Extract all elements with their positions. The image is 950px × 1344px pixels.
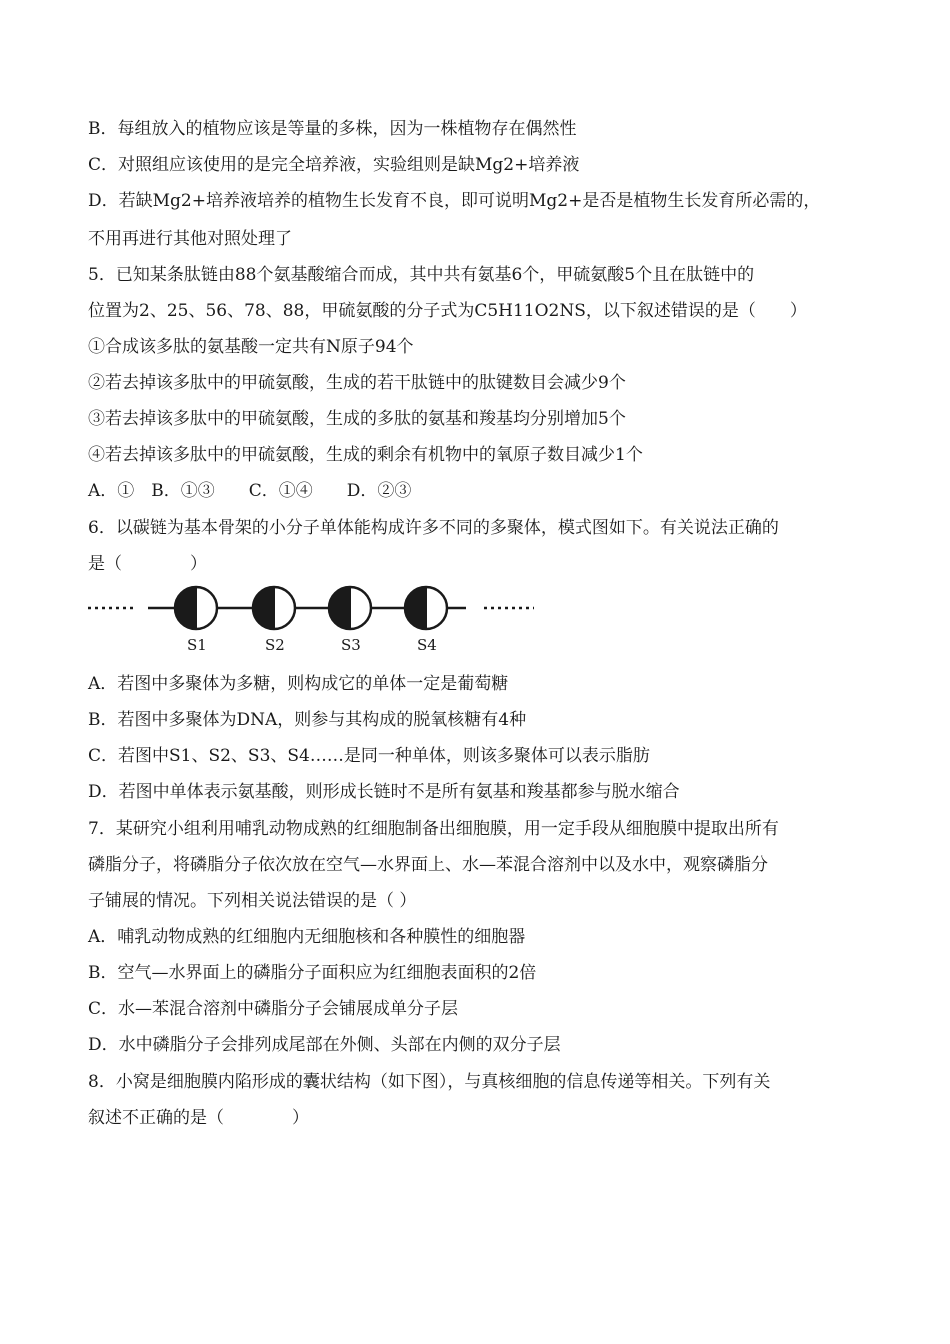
q4-option-d-cont: 不用再进行其他对照处理了 [88, 229, 292, 249]
q6-stem-cont: 是（ ） [88, 554, 207, 574]
q6-stem: 6．以碳链为基本骨架的小分子单体能构成许多不同的多聚体，模式图如下。有关说法正确的 [88, 518, 779, 538]
q7-option-a: A．哺乳动物成熟的红细胞内无细胞核和各种膜性的细胞器 [88, 927, 526, 947]
monomer-s4 [405, 587, 447, 629]
label-s2: S2 [265, 636, 285, 654]
q7-option-b: B．空气—水界面上的磷脂分子面积应为红细胞表面积的2倍 [88, 963, 537, 983]
q5-options: A．① B．①③ C．①④ D．②③ [88, 481, 412, 501]
q6-option-d: D．若图中单体表示氨基酸，则形成长链时不是所有氨基和羧基都参与脱水缩合 [88, 782, 680, 802]
q4-option-c: C．对照组应该使用的是完全培养液，实验组则是缺Mg2+培养液 [88, 155, 580, 175]
q6-option-b: B．若图中多聚体为DNA，则参与其构成的脱氧核糖有4种 [88, 710, 527, 730]
monomer-s3 [329, 587, 371, 629]
q5-statement-3: ③若去掉该多肽中的甲硫氨酸，生成的多肽的氨基和羧基均分别增加5个 [88, 409, 626, 429]
polymer-diagram [86, 582, 546, 656]
q6-option-a: A．若图中多聚体为多糖，则构成它的单体一定是葡萄糖 [88, 674, 509, 694]
monomer-s2 [253, 587, 295, 629]
q8-stem-cont: 叙述不正确的是（ ） [88, 1108, 309, 1128]
q8-stem: 8．小窝是细胞膜内陷形成的囊状结构（如下图），与真核细胞的信息传递等相关。下列有关 [88, 1072, 771, 1092]
q6-option-c: C．若图中S1、S2、S3、S4……是同一种单体，则该多聚体可以表示脂肪 [88, 746, 650, 766]
q7-stem-cont2: 子铺展的情况。下列相关说法错误的是（ ） [88, 891, 417, 911]
q4-option-b: B．每组放入的植物应该是等量的多株，因为一株植物存在偶然性 [88, 119, 577, 139]
label-s3: S3 [341, 636, 361, 654]
q7-stem-cont: 磷脂分子，将磷脂分子依次放在空气—水界面上、水—苯混合溶剂中以及水中，观察磷脂分 [88, 855, 768, 875]
q7-stem: 7．某研究小组利用哺乳动物成熟的红细胞制备出细胞膜，用一定手段从细胞膜中提取出所有 [88, 819, 779, 839]
q7-option-c: C．水—苯混合溶剂中磷脂分子会铺展成单分子层 [88, 999, 459, 1019]
q5-statement-4: ④若去掉该多肽中的甲硫氨酸，生成的剩余有机物中的氧原子数目减少1个 [88, 445, 643, 465]
q5-stem: 5．已知某条肽链由88个氨基酸缩合而成，其中共有氨基6个，甲硫氨酸5个且在肽链中的 [88, 265, 755, 285]
monomer-s1 [175, 587, 217, 629]
q7-option-d: D．水中磷脂分子会排列成尾部在外侧、头部在内侧的双分子层 [88, 1035, 561, 1055]
q5-stem-cont: 位置为2、25、56、78、88，甲硫氨酸的分子式为C5H11O2NS，以下叙述错误的是（ ） [88, 301, 807, 321]
q4-option-d: D．若缺Mg2+培养液培养的植物生长发育不良，即可说明Mg2+是否是植物生长发育所必需的， [88, 191, 821, 211]
q5-statement-1: ①合成该多肽的氨基酸一定共有N原子94个 [88, 337, 414, 357]
label-s1: S1 [187, 636, 207, 654]
q5-statement-2: ②若去掉该多肽中的甲硫氨酸，生成的若干肽链中的肽键数目会减少9个 [88, 373, 626, 393]
label-s4: S4 [417, 636, 437, 654]
